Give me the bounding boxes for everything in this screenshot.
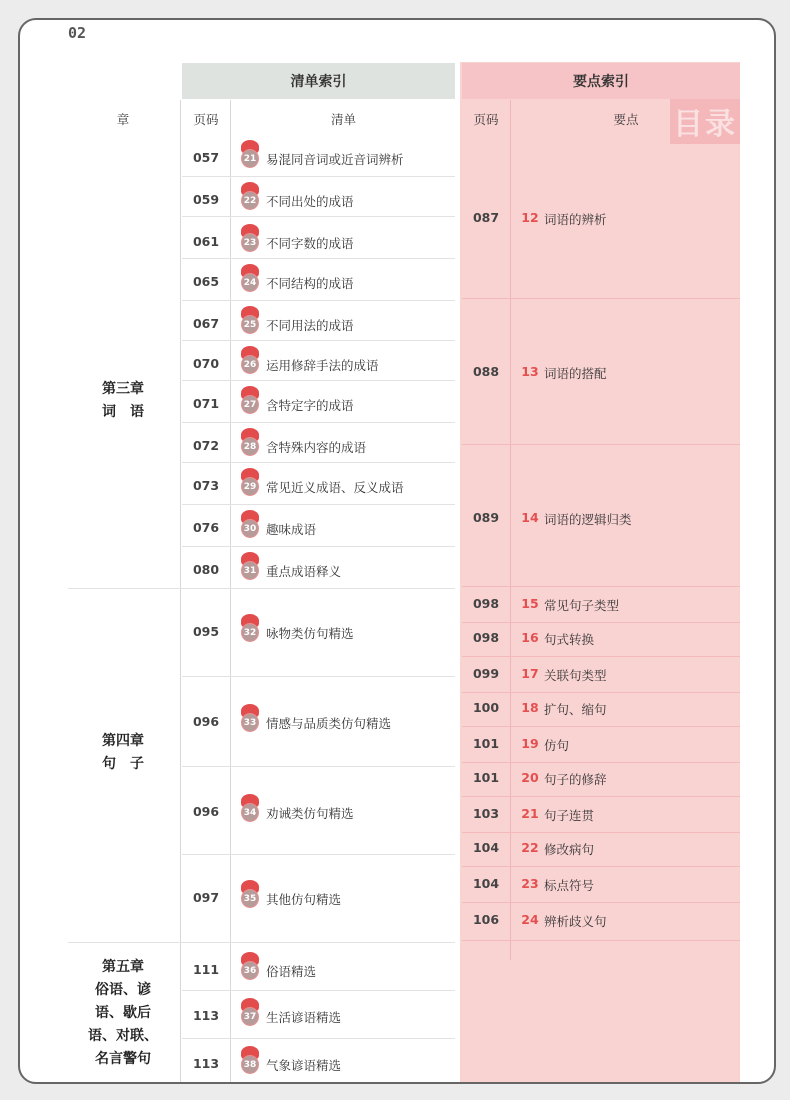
inventory-title: 不同用法的成语 [266, 318, 354, 333]
key-point-title: 常见句子类型 [544, 598, 620, 613]
divider [182, 300, 455, 301]
chapter-3 [68, 378, 178, 424]
inventory-page: 096 [192, 714, 220, 729]
chapter-4-title: 句 子 [102, 756, 144, 772]
inventory-title: 含特殊内容的成语 [266, 440, 367, 455]
chapter-4-number: 第四章 [102, 733, 144, 749]
key-point-page: 106 [472, 912, 500, 927]
divider [182, 504, 455, 505]
key-point-title: 仿句 [544, 738, 570, 753]
key-point-number: 17 [521, 666, 539, 681]
divider [182, 422, 455, 423]
flame-number-icon [241, 516, 259, 534]
key-point-number: 14 [521, 510, 539, 525]
flame-number-icon [241, 1004, 259, 1022]
key-point-number: 22 [521, 840, 539, 855]
flame-number-icon [241, 270, 259, 288]
chapter-5 [68, 956, 178, 1071]
inventory-number: 26 [241, 355, 259, 374]
inventory-title: 气象谚语精选 [266, 1058, 342, 1073]
key-point-title: 词语的辨析 [544, 212, 607, 227]
chapter-3-number: 第三章 [102, 381, 144, 397]
key-point-page: 100 [472, 700, 500, 715]
inventory-page: 113 [192, 1008, 220, 1023]
divider [182, 854, 455, 855]
inventory-number: 29 [241, 477, 259, 496]
inventory-page: 080 [192, 562, 220, 577]
key-point-title: 句子连贯 [544, 808, 595, 823]
divider [180, 100, 181, 1084]
chapter-4 [68, 730, 178, 776]
inventory-page: 070 [192, 356, 220, 371]
divider [68, 588, 455, 589]
chapter-3-title: 词 语 [102, 404, 144, 420]
flame-number-icon [241, 710, 259, 728]
chapter-5-title-line: 语、对联、 [88, 1028, 158, 1044]
key-point-number: 19 [521, 736, 539, 751]
inventory-number: 36 [241, 961, 259, 980]
divider [462, 622, 740, 623]
inventory-number: 28 [241, 437, 259, 456]
divider [182, 176, 455, 177]
divider [68, 942, 455, 943]
key-points-column-header: 要点 [613, 112, 639, 127]
flame-number-icon [241, 474, 259, 492]
inventory-page: 095 [192, 624, 220, 639]
flame-number-icon [241, 188, 259, 206]
key-point-page: 087 [472, 210, 500, 225]
chapter-5-number: 第五章 [102, 959, 144, 975]
divider [182, 990, 455, 991]
divider [182, 766, 455, 767]
divider [182, 546, 455, 547]
inventory-title: 运用修辞手法的成语 [266, 358, 379, 373]
flame-number-icon [241, 392, 259, 410]
inventory-number: 25 [241, 315, 259, 334]
inventory-number: 21 [241, 149, 259, 168]
divider [462, 586, 740, 587]
inventory-number: 31 [241, 561, 259, 580]
key-point-number: 18 [521, 700, 539, 715]
page-number: 02 [68, 24, 87, 42]
divider [182, 1038, 455, 1039]
divider [182, 340, 455, 341]
flame-number-icon [241, 312, 259, 330]
inventory-title: 不同结构的成语 [266, 276, 354, 291]
key-point-title: 修改病句 [544, 842, 595, 857]
divider [462, 796, 740, 797]
key-point-page: 098 [472, 630, 500, 645]
key-point-page: 089 [472, 510, 500, 525]
divider [462, 832, 740, 833]
flame-number-icon [241, 558, 259, 576]
flame-number-icon [241, 352, 259, 370]
inventory-page: 057 [192, 150, 220, 165]
inventory-page: 111 [192, 962, 220, 977]
inventory-page: 072 [192, 438, 220, 453]
inventory-page: 067 [192, 316, 220, 331]
inventory-page: 065 [192, 274, 220, 289]
key-point-number: 24 [521, 912, 539, 927]
inventory-number: 33 [241, 713, 259, 732]
inventory-title: 易混同音词或近音词辨析 [266, 152, 404, 167]
key-point-title: 辨析歧义句 [544, 914, 607, 929]
divider [462, 762, 740, 763]
key-point-title: 词语的搭配 [544, 366, 607, 381]
inventory-title: 情感与品质类仿句精选 [266, 716, 392, 731]
divider [182, 380, 455, 381]
inventory-title: 常见近义成语、反义成语 [266, 480, 404, 495]
key-point-number: 12 [521, 210, 539, 225]
flame-number-icon [241, 146, 259, 164]
key-point-number: 21 [521, 806, 539, 821]
inventory-page: 073 [192, 478, 220, 493]
divider [230, 100, 231, 1084]
page-column-header: 页码 [193, 112, 219, 127]
divider [182, 258, 455, 259]
key-point-title: 关联句类型 [544, 668, 607, 683]
inventory-page: 097 [192, 890, 220, 905]
inventory-page: 071 [192, 396, 220, 411]
inventory-page: 076 [192, 520, 220, 535]
flame-number-icon [241, 800, 259, 818]
key-point-title: 词语的逻辑归类 [544, 512, 632, 527]
flame-number-icon [241, 434, 259, 452]
inventory-number: 23 [241, 233, 259, 252]
inventory-page: 061 [192, 234, 220, 249]
inventory-page: 059 [192, 192, 220, 207]
key-point-page: 103 [472, 806, 500, 821]
inventory-title: 其他仿句精选 [266, 892, 342, 907]
key-point-number: 15 [521, 596, 539, 611]
inventory-number: 32 [241, 623, 259, 642]
divider [182, 462, 455, 463]
key-point-page: 098 [472, 596, 500, 611]
key-point-number: 13 [521, 364, 539, 379]
kp-page-column-header: 页码 [473, 112, 499, 127]
inventory-column-header: 清单 [330, 112, 356, 127]
key-point-title: 扩句、缩句 [544, 702, 607, 717]
inventory-title: 重点成语释义 [266, 564, 342, 579]
inventory-page: 113 [192, 1056, 220, 1071]
inventory-number: 35 [241, 889, 259, 908]
inventory-title: 生活谚语精选 [266, 1010, 342, 1025]
divider [462, 656, 740, 657]
inventory-title: 含特定字的成语 [266, 398, 354, 413]
divider [462, 726, 740, 727]
key-point-page: 099 [472, 666, 500, 681]
inventory-title: 不同字数的成语 [266, 236, 354, 251]
flame-number-icon [241, 958, 259, 976]
inventory-number: 37 [241, 1007, 259, 1026]
flame-number-icon [241, 620, 259, 638]
inventory-number: 22 [241, 191, 259, 210]
key-point-title: 句子的修辞 [544, 772, 607, 787]
key-point-page: 104 [472, 840, 500, 855]
inventory-title: 咏物类仿句精选 [266, 626, 354, 641]
chapter-5-title-line: 名言警句 [95, 1051, 151, 1067]
divider [182, 216, 455, 217]
key-point-page: 101 [472, 736, 500, 751]
divider [462, 444, 740, 445]
key-point-number: 20 [521, 770, 539, 785]
divider [510, 100, 511, 960]
inventory-title: 劝诫类仿句精选 [266, 806, 354, 821]
key-point-title: 标点符号 [544, 878, 595, 893]
flame-number-icon [241, 230, 259, 248]
key-point-title: 句式转换 [544, 632, 595, 647]
chapter-column-header: 章 [116, 112, 130, 127]
chapter-5-title-line: 俗语、谚 [95, 982, 151, 998]
inventory-number: 34 [241, 803, 259, 822]
divider [462, 940, 740, 941]
inventory-number: 24 [241, 273, 259, 292]
key-point-page: 101 [472, 770, 500, 785]
inventory-number: 38 [241, 1055, 259, 1074]
divider [462, 692, 740, 693]
inventory-page: 096 [192, 804, 220, 819]
divider [462, 298, 740, 299]
divider [182, 676, 455, 677]
inventory-number: 27 [241, 395, 259, 414]
key-points-index-header: 要点索引 [462, 63, 740, 99]
page-frame [18, 18, 776, 1084]
inventory-number: 30 [241, 519, 259, 538]
key-point-page: 088 [472, 364, 500, 379]
divider [462, 866, 740, 867]
divider [462, 902, 740, 903]
flame-number-icon [241, 886, 259, 904]
inventory-title: 不同出处的成语 [266, 194, 354, 209]
flame-number-icon [241, 1052, 259, 1070]
inventory-title: 趣味成语 [266, 522, 317, 537]
key-point-page: 104 [472, 876, 500, 891]
inventory-index-header: 清单索引 [182, 63, 455, 99]
key-point-number: 16 [521, 630, 539, 645]
inventory-title: 俗语精选 [266, 964, 317, 979]
key-point-number: 23 [521, 876, 539, 891]
chapter-5-title-line: 语、歇后 [95, 1005, 151, 1021]
